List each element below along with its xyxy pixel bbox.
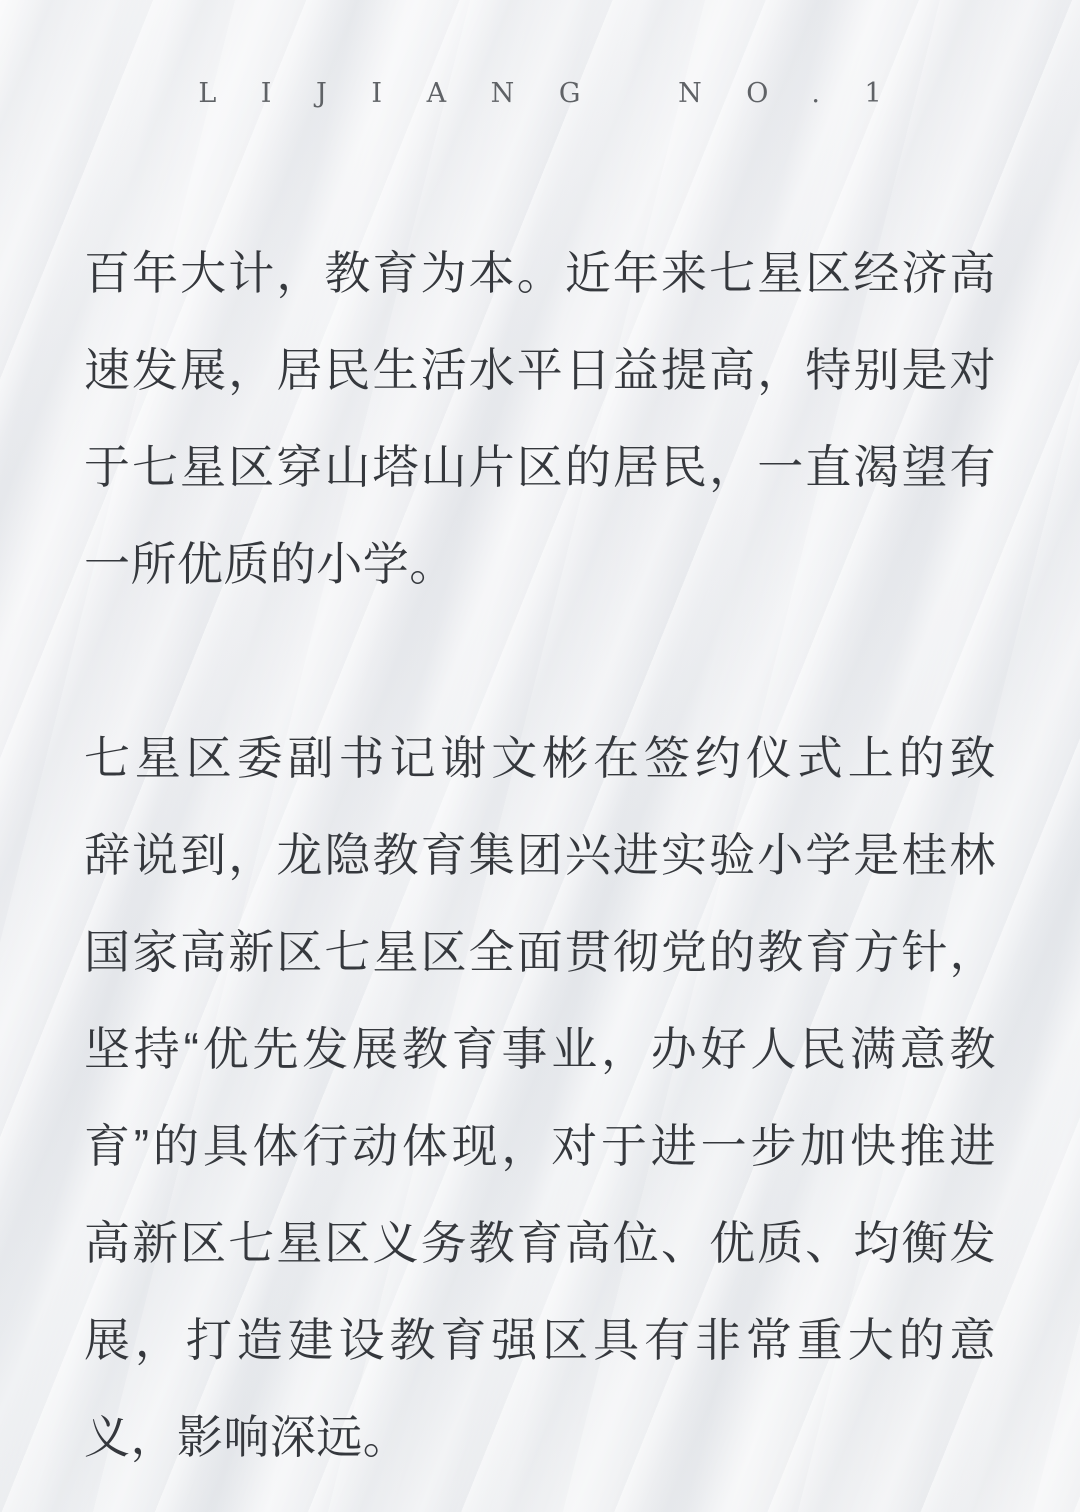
text-line: 于七星区穿山塔山片区的居民，一直渴望有 — [84, 441, 996, 493]
text-line: 速发展，居民生活水平日益提高，特别是对 — [84, 344, 996, 396]
text-line: 义，影响深远。 — [84, 1411, 410, 1463]
text-line: 国家高新区七星区全面贯彻党的教育方针， — [84, 926, 996, 978]
text-line: 一所优质的小学。 — [84, 538, 456, 590]
paragraph-2 — [84, 710, 996, 1486]
text-line: 高新区七星区义务教育高位、优质、均衡发 — [84, 1217, 996, 1269]
paragraph-1 — [84, 225, 996, 613]
text-line: 七星区委副书记谢文彬在签约仪式上的致 — [84, 732, 996, 784]
text-line: 坚持“优先发展教育事业，办好人民满意教 — [84, 1023, 996, 1075]
text-line: 展，打造建设教育强区具有非常重大的意 — [84, 1314, 996, 1366]
article-body — [84, 225, 996, 1486]
text-line: 育”的具体行动体现，对于进一步加快推进 — [84, 1120, 996, 1172]
text-line: 百年大计，教育为本。近年来七星区经济高 — [84, 247, 996, 299]
brand-heading: LIJIANG NO.1 — [198, 78, 927, 109]
text-line: 辞说到，龙隐教育集团兴进实验小学是桂林 — [84, 829, 996, 881]
